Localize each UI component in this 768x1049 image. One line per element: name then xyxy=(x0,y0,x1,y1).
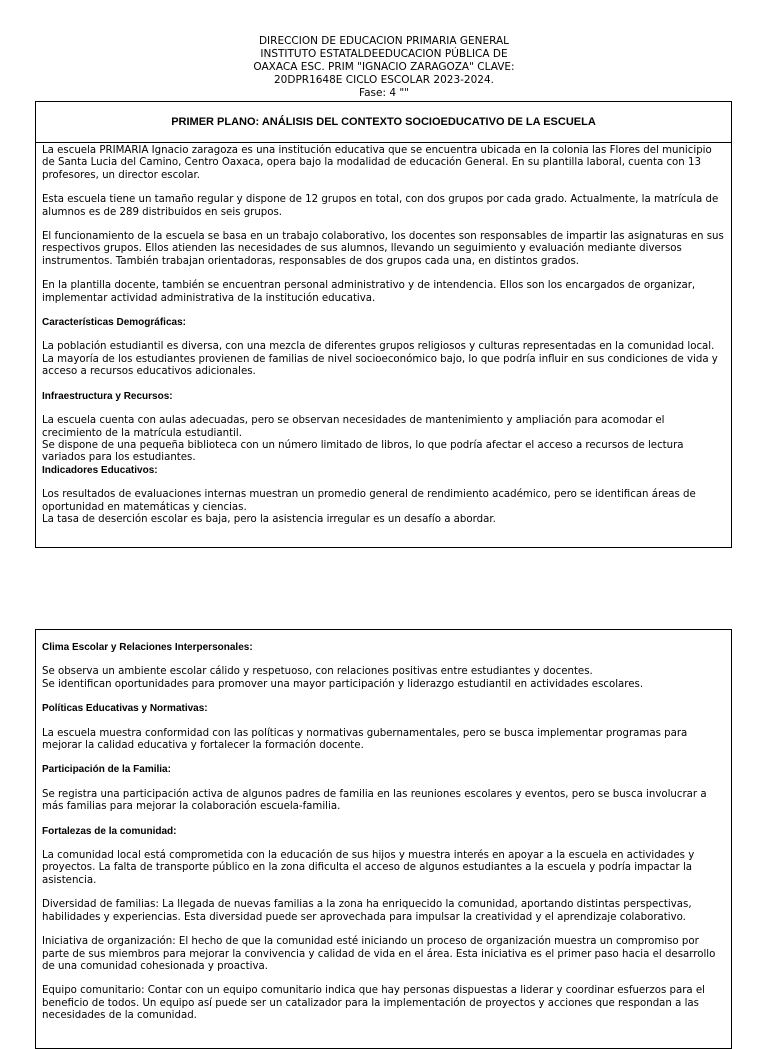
document-header xyxy=(0,35,768,100)
header-line-2: INSTITUTO ESTATALDEEDUCACION PÚBLICA DE xyxy=(260,48,508,60)
paragraph-staff: En la plantilla docente, también se encuentran personal administrativo y de intendencia. Ellos son los encargados de organizar, implementar actividad administrativa de la institución educativa. xyxy=(42,280,696,304)
heading-family: Participación de la Familia: xyxy=(42,764,171,776)
paragraph-location: La escuela PRIMARIA Ignacio zaragoza es una institución educativa que se encuentra ubicada en la colonia las Flores del municipio de Santa Lucia del Camino, Centro Oaxaca, opera bajo la modalidad de educación General. En su plantilla laboral, cuenta con 13 profesores, un director escolar. xyxy=(42,145,712,181)
paragraph-community-team: Equipo comunitario: Contar con un equipo comunitario indica que hay personas dispuestas a liderar y coordinar esfuerzos para el beneficio de todos. Un equipo así puede ser un catalizador para la implementación de proyectos y acciones que respondan a las necesidades de la comunidad. xyxy=(42,985,705,1022)
header-line-4: 20DPR1648E CICLO ESCOLAR 2023-2024. xyxy=(274,74,494,86)
context-analysis-content xyxy=(36,143,731,526)
heading-demographics: Características Demográficas: xyxy=(42,317,186,329)
heading-policies: Políticas Educativas y Normativas: xyxy=(42,703,208,715)
paragraph-size: Esta escuela tiene un tamaño regular y dispone de 12 grupos en total, con dos grupos por cada grado. Actualmente, la matrícula de alumnos es de 289 distribuidos en seis grupos. xyxy=(42,194,719,218)
paragraph-operation: El funcionamiento de la escuela se basa en un trabajo colaborativo, los docentes son responsables de impartir las asignaturas en sus respectivos grupos. Ellos atienden las necesidades de sus alumnos, llevando un seguimiento y evaluación mediante diversos instrumentos. También trabajan orientadoras, responsables de dos grupos cada una, en distintos grados. xyxy=(42,231,724,267)
paragraph-dropout: La tasa de deserción escolar es baja, pero la asistencia irregular es un desafío a abordar. xyxy=(42,513,496,525)
paragraph-policies: La escuela muestra conformidad con las políticas y normativas gubernamentales, pero se busca implementar programas para mejorar la calidad educativa y fortalecer la formación docente. xyxy=(42,727,688,752)
header-line-3: OAXACA ESC. PRIM "IGNACIO ZARAGOZA" CLAVE: xyxy=(253,61,515,73)
paragraph-organization-initiative xyxy=(42,936,725,973)
paragraph-participation: Se identifican oportunidades para promover una mayor participación y liderazgo estudiantil en actividades escolares. xyxy=(42,678,644,690)
section-title: PRIMER PLANO: ANÁLISIS DEL CONTEXTO SOCIOEDUCATIVO DE LA ESCUELA xyxy=(36,102,731,143)
organization-line-2: parte de sus miembros para mejorar la convivencia y calidad de vida en el área. Esta iniciativa es el primer paso hacia el desarrollo xyxy=(42,948,716,960)
paragraph-family-diversity: Diversidad de familias: La llegada de nuevas familias a la zona ha enriquecido la comunidad, aportando distintas perspectivas, habilidades y experiencias. Esta diversidad puede ser aprovechada para impulsar la creatividad y el aprendizaje colaborativo. xyxy=(42,899,692,923)
heading-infrastructure: Infraestructura y Recursos: xyxy=(42,390,173,402)
organization-line-1: Iniciativa de organización: El hecho de que la comunidad esté iniciando un proceso de organización muestra un compromiso por xyxy=(42,936,699,948)
heading-indicators: Indicadores Educativos: xyxy=(42,464,158,476)
organization-line-3: de una comunidad cohesionada y proactiva. xyxy=(42,960,268,972)
paragraph-family: Se registra una participación activa de algunos padres de familia en las reuniones escolares y eventos, pero se busca involucrar a más familias para mejorar la colaboración escuela-familia. xyxy=(42,788,707,813)
paragraph-classrooms: La escuela cuenta con aulas adecuadas, pero se observan necesidades de mantenimiento y ampliación para acomodar el crecimiento de la matrícula estudiantil. xyxy=(42,415,665,439)
paragraph-library: Se dispone de una pequeña biblioteca con un número limitado de libros, lo que podría afectar el acceso a recursos de lectura variados para los estudiantes. xyxy=(42,439,684,464)
header-line-1: DIRECCION DE EDUCACION PRIMARIA GENERAL xyxy=(258,35,510,47)
school-climate-table xyxy=(35,629,732,1049)
heading-strengths: Fortalezas de la comunidad: xyxy=(42,825,177,837)
school-climate-content xyxy=(36,630,731,1023)
paragraph-socioeconomic: La mayoría de los estudiantes provienen de familias de nivel socioeconómico bajo, lo que podría influir en sus condiciones de vida y acceso a recursos educativos adicionales. xyxy=(42,353,718,378)
context-analysis-table xyxy=(35,101,732,548)
paragraph-environment: Se observa un ambiente escolar cálido y respetuoso, con relaciones positivas entre estudiantes y docentes. xyxy=(42,666,593,678)
paragraph-population: La población estudiantil es diversa, con una mezcla de diferentes grupos religiosos y culturas representadas en la comunidad local. xyxy=(42,341,715,353)
heading-climate: Clima Escolar y Relaciones Interpersonales: xyxy=(42,642,253,653)
header-line-5: Fase: 4 "" xyxy=(359,87,409,99)
paragraph-community-commitment: La comunidad local está comprometida con la educación de sus hijos y muestra interés en apoyar a la escuela en actividades y proyectos. La falta de transporte público en la zona dificulta el acceso de algunos estudiantes a la escuela y podría impactar la asistencia. xyxy=(42,850,695,886)
paragraph-results: Los resultados de evaluaciones internas muestran un promedio general de rendimiento académico, pero se identifican áreas de oportunidad en matemáticas y ciencias. xyxy=(42,489,696,513)
